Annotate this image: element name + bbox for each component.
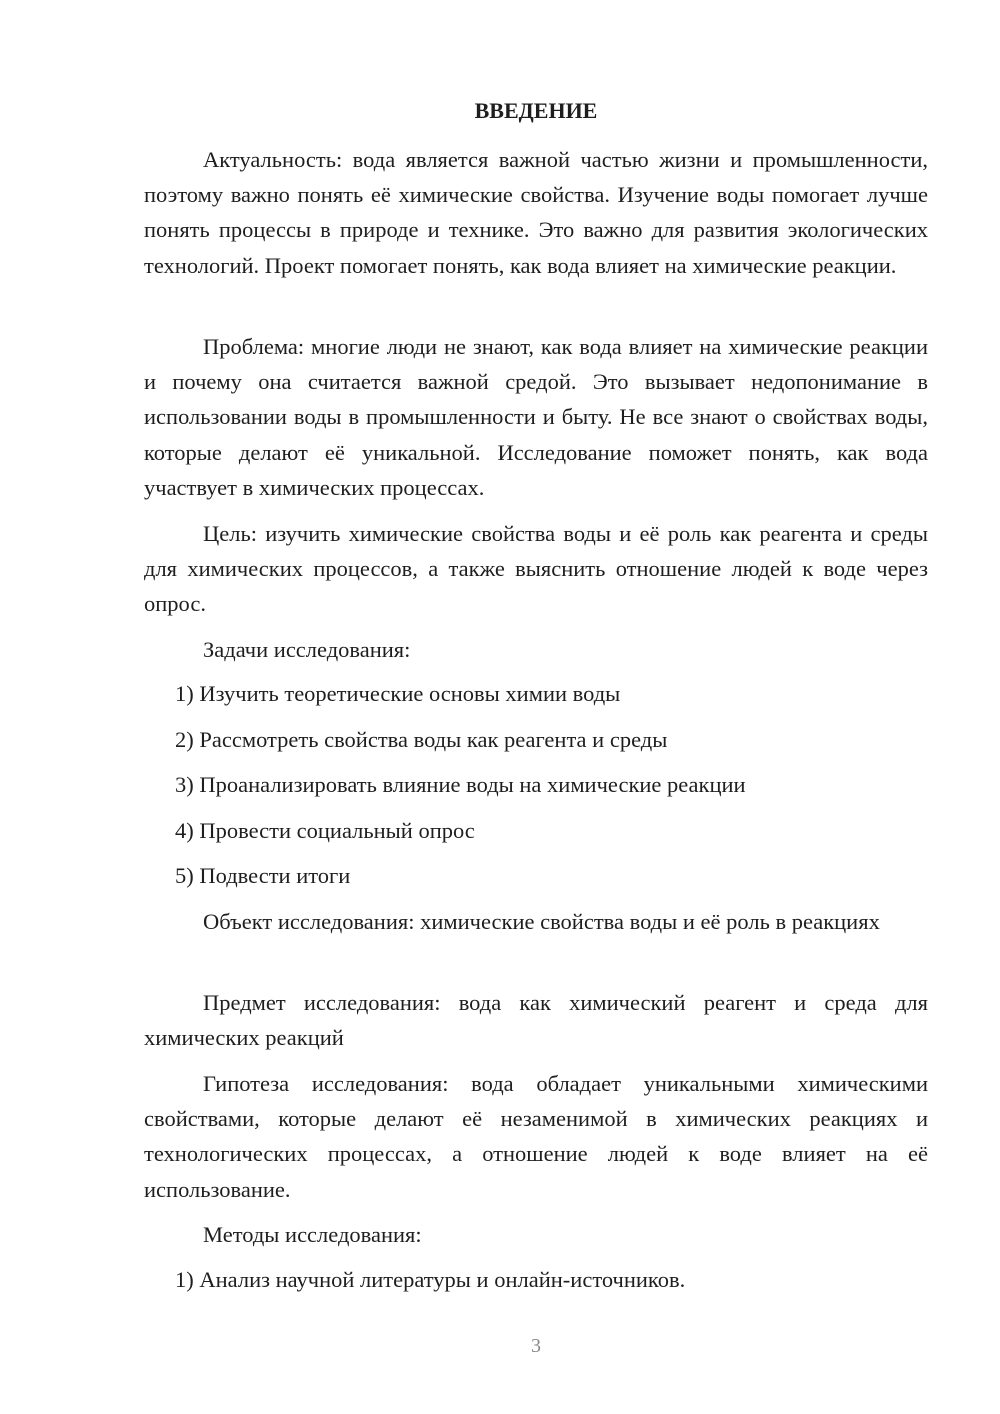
problem-paragraph: Проблема: многие люди не знают, как вода влияет на химические реакции и почему она считается важной средой. Это вызывает недопонимание в использовании воды в промышленности и быту. Не все знают о свойствах воды, которые делают её уникальной. Исследование поможет понять, как вода участвует в химических процессах.: [144, 334, 928, 500]
task-item: 5) Подвести итоги: [175, 863, 351, 888]
section-title: ВВЕДЕНИЕ: [474, 98, 598, 123]
page-number: 3: [531, 1335, 541, 1357]
task-item: 3) Проанализировать влияние воды на химические реакции: [175, 772, 746, 797]
object-paragraph: Объект исследования: химические свойства воды и её роль в реакциях: [203, 909, 880, 934]
method-item: 1) Анализ научной литературы и онлайн-источников.: [175, 1267, 686, 1292]
task-item: 1) Изучить теоретические основы химии воды: [175, 681, 621, 706]
task-item: 4) Провести социальный опрос: [175, 818, 475, 843]
hypothesis-paragraph: Гипотеза исследования: вода обладает уникальными химическими свойствами, которые делают её незаменимой в химических реакциях и технологических процессах, а отношение людей к воде влияет на её использование.: [144, 1071, 928, 1202]
tasks-heading: Задачи исследования:: [203, 637, 411, 662]
methods-heading: Методы исследования:: [203, 1222, 422, 1247]
task-item: 2) Рассмотреть свойства воды как реагента и среды: [175, 727, 668, 752]
subject-paragraph: Предмет исследования: вода как химический реагент и среда для химических реакций: [144, 990, 928, 1051]
goal-paragraph: Цель: изучить химические свойства воды и её роль как реагента и среды для химических процессов, а также выяснить отношение людей к воде через опрос.: [144, 521, 928, 617]
relevance-paragraph: Актуальность: вода является важной частью жизни и промышленности, поэтому важно понять её химические свойства. Изучение воды помогает лучше понять процессы в природе и технике. Это важно для развития экологических технологий. Проект помогает понять, как вода влияет на химические реакции.: [144, 147, 928, 278]
